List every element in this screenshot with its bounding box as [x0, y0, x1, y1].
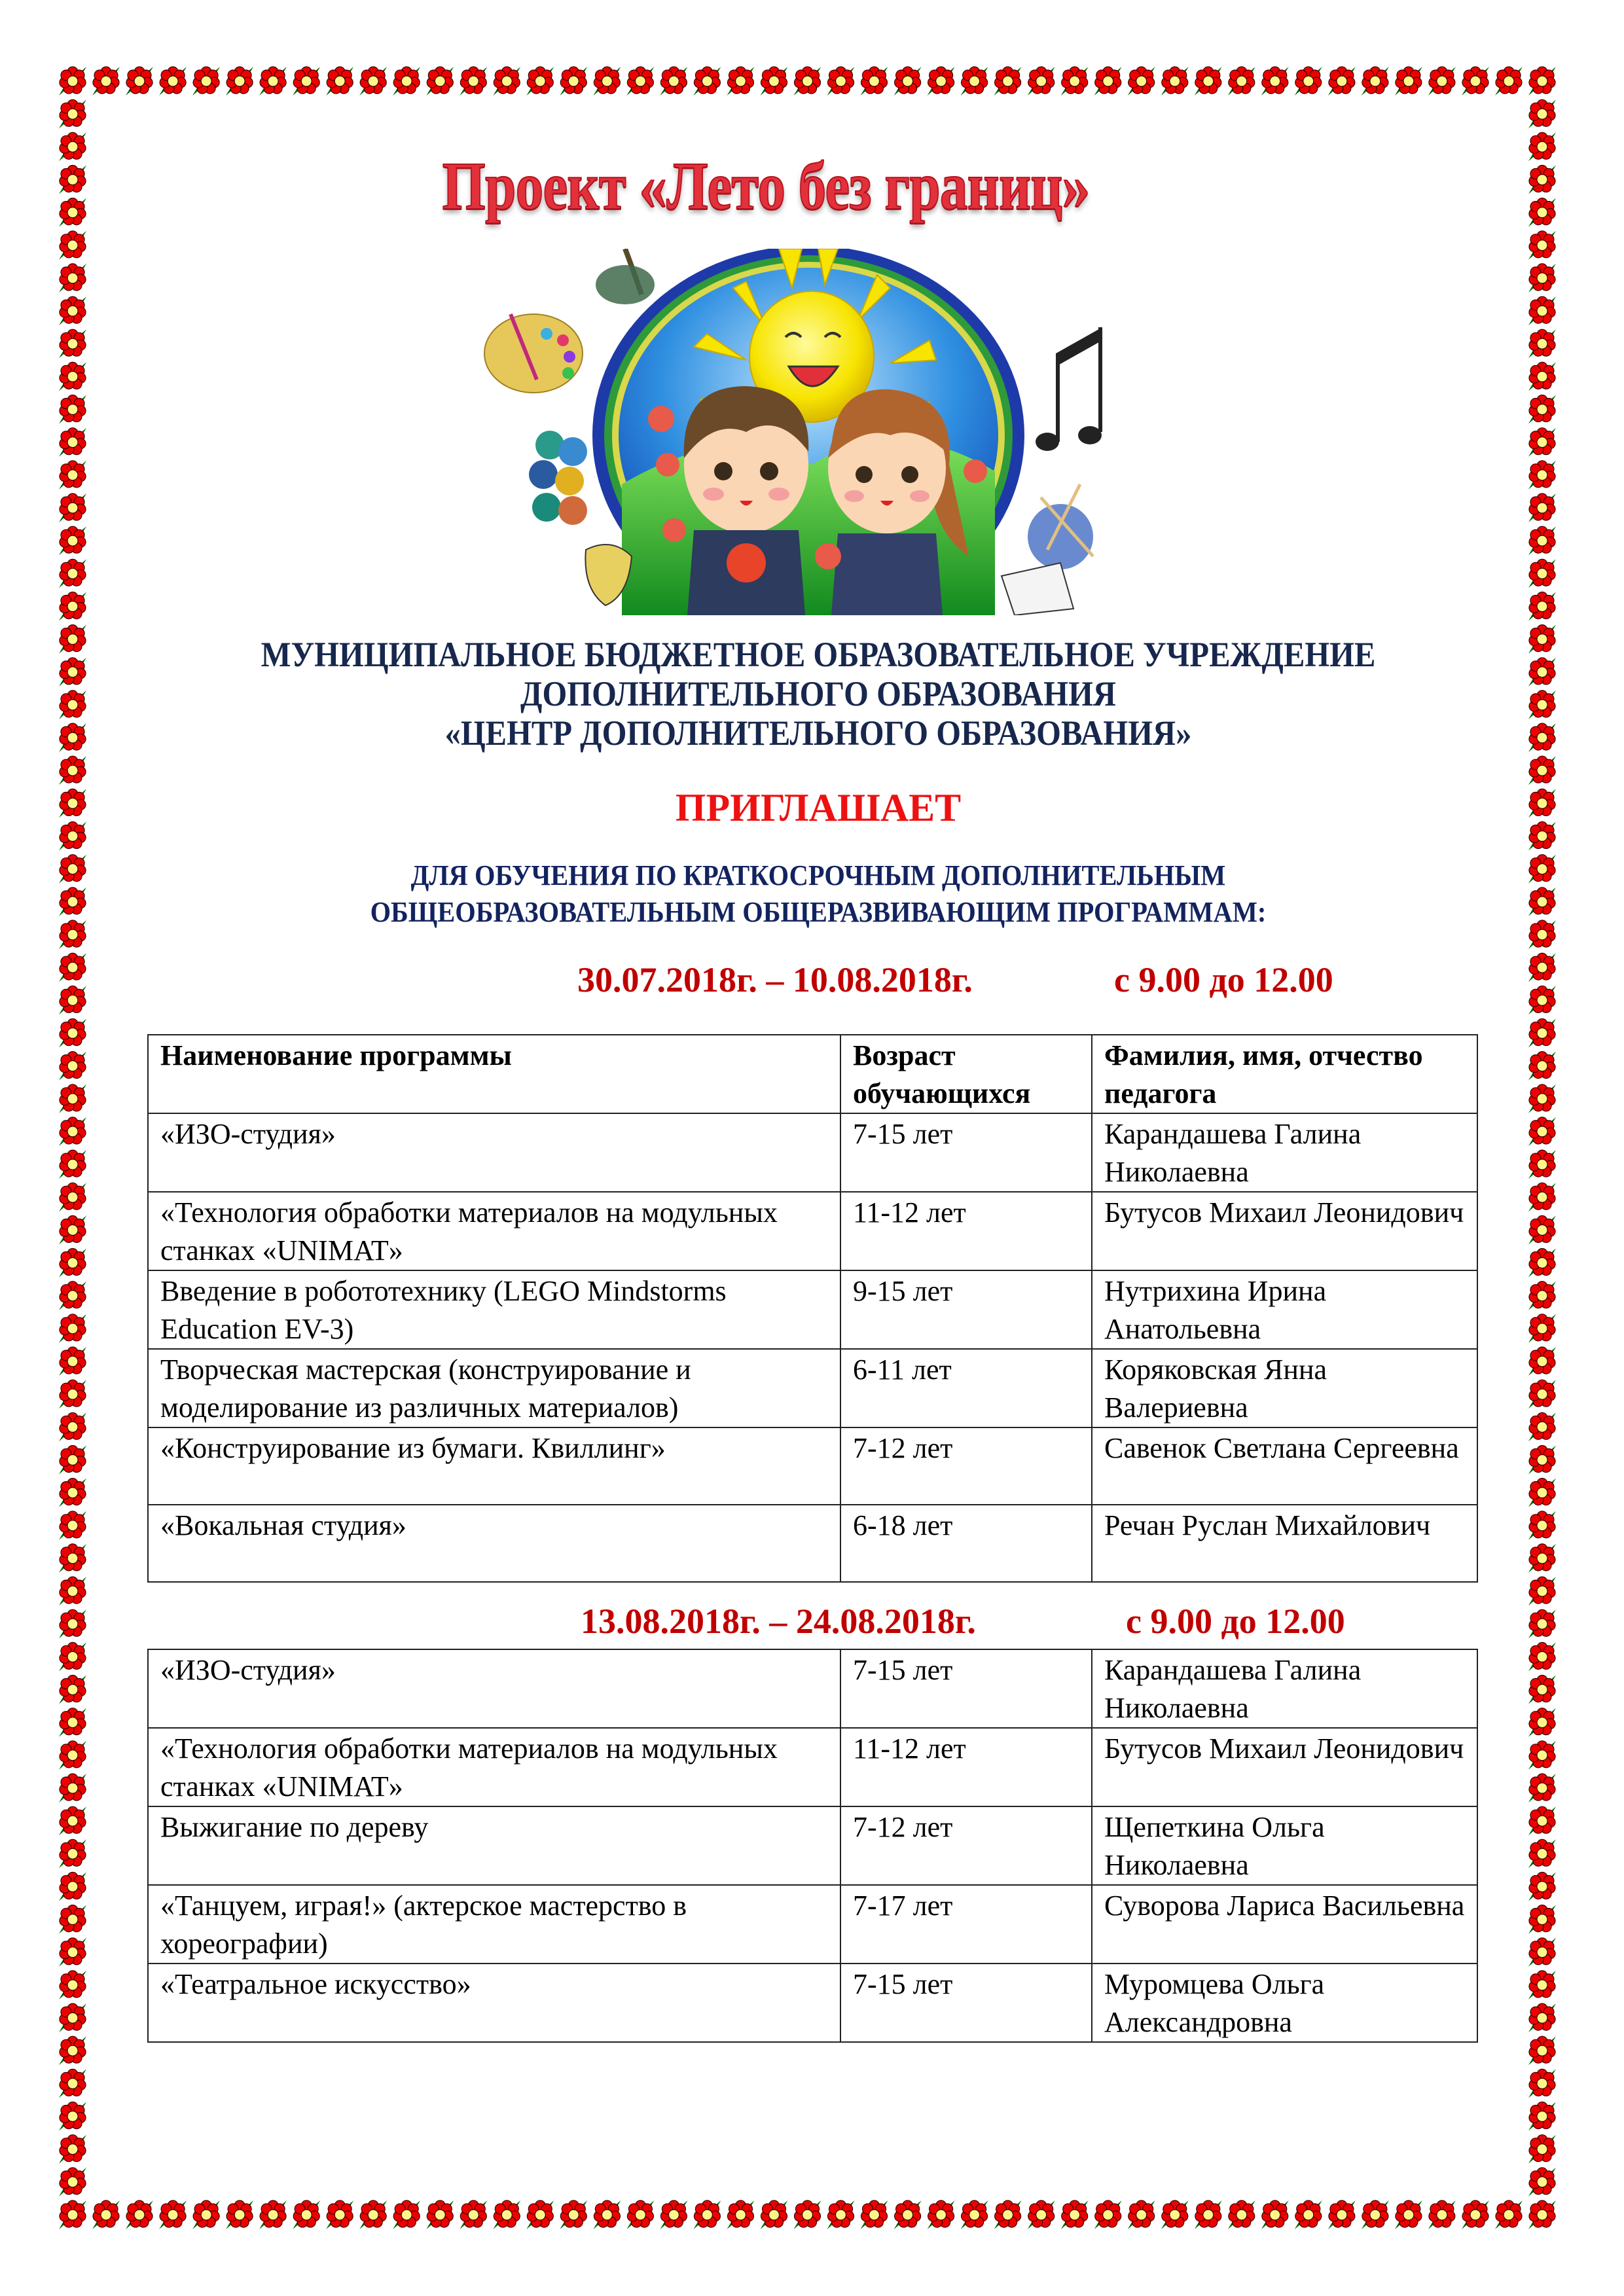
teacher-cell: Бутусов Михаил Леонидович: [1092, 1192, 1477, 1270]
flower-border-icon: [59, 395, 86, 424]
flower-border-icon: [59, 691, 86, 719]
teacher-cell: Нутрихина Ирина Анатольевна: [1092, 1270, 1477, 1349]
flower-border-icon: [1528, 395, 1556, 424]
flower-border-icon: [1362, 2200, 1389, 2229]
flower-border-icon: [1528, 756, 1556, 785]
flower-border-icon: [59, 1642, 86, 1671]
flower-border-icon: [1528, 1085, 1556, 1113]
flower-border-icon: [59, 1741, 86, 1770]
age-cell: 6-11 лет: [840, 1349, 1092, 1427]
flower-border-icon: [326, 2200, 353, 2229]
flower-border-icon: [59, 822, 86, 851]
flower-border-icon: [1061, 2200, 1089, 2229]
paint-palette-icon: [484, 314, 583, 393]
book-icon: [1001, 563, 1074, 615]
flower-border-icon: [59, 132, 86, 161]
flower-border-icon: [1528, 296, 1556, 325]
flower-border-icon: [1495, 67, 1523, 96]
teacher-cell: Савенок Светлана Сергеевна: [1092, 1427, 1477, 1505]
flower-border-icon: [961, 67, 988, 96]
flower-border-icon: [59, 1019, 86, 1048]
flower-border-icon: [59, 986, 86, 1014]
flower-border-icon: [59, 2168, 86, 2197]
flower-border-icon: [59, 658, 86, 687]
flower-border-icon: [59, 2003, 86, 2032]
organization-name: [98, 635, 1538, 753]
program-cell: «Технология обработки материалов на модульных станках «UNIMAT»: [148, 1728, 840, 1806]
flower-border-icon: [59, 264, 86, 293]
table-row: [148, 1192, 1477, 1270]
flower-border-icon: [59, 592, 86, 621]
program-cell: «ИЗО-студия»: [148, 1649, 840, 1728]
flower-border-icon: [1094, 2200, 1122, 2229]
flower-border-icon: [1528, 198, 1556, 227]
flower-border-icon: [259, 67, 287, 96]
flower-border-icon: [1161, 2200, 1189, 2229]
flower-border-icon: [59, 461, 86, 490]
flower-border-icon: [1528, 166, 1556, 194]
flower-border-icon: [1094, 67, 1122, 96]
flower-border-icon: [59, 1873, 86, 1901]
flower-border-icon: [59, 1150, 86, 1179]
table-row: [148, 1427, 1477, 1505]
flower-border-icon: [1528, 493, 1556, 522]
flower-border-icon: [1462, 67, 1489, 96]
teacher-cell: Карандашева Галина Николаевна: [1092, 1649, 1477, 1728]
flower-border-icon: [59, 493, 86, 522]
flower-border-icon: [59, 1839, 86, 1868]
flower-border-icon: [59, 625, 86, 654]
flower-border-icon: [326, 67, 353, 96]
flower-border-icon: [59, 953, 86, 982]
flower-border-icon: [1528, 1741, 1556, 1770]
page-title: Проект «Лето без границ»: [442, 149, 1090, 224]
flower-border-icon: [59, 231, 86, 260]
flower-border-icon: [293, 2200, 320, 2229]
age-cell: 7-15 лет: [840, 1964, 1092, 2042]
flower-border-icon: [59, 1085, 86, 1113]
age-cell: 7-12 лет: [840, 1427, 1092, 1505]
flower-border-icon: [59, 855, 86, 884]
flower-border-icon: [1528, 1676, 1556, 1704]
flower-border-icon: [59, 526, 86, 555]
flower-border-icon: [1528, 1380, 1556, 1408]
flower-border-icon: [426, 67, 454, 96]
table-row: [148, 1270, 1477, 1349]
flower-border-icon: [1528, 2069, 1556, 2098]
teacher-cell: Речан Руслан Михайлович: [1092, 1505, 1477, 1582]
flower-border-icon: [59, 1249, 86, 1278]
flower-border-icon: [192, 2200, 220, 2229]
table-row: [148, 1964, 1477, 2042]
flower-border-icon: [59, 1609, 86, 1638]
flower-border-icon: [59, 1479, 86, 1507]
programs-table-session-1: [147, 1034, 1478, 1583]
flower-border-icon: [59, 1347, 86, 1376]
flower-border-icon: [1195, 2200, 1222, 2229]
flower-border-icon: [59, 1708, 86, 1737]
flower-border-icon: [1528, 1183, 1556, 1211]
flower-border-icon: [1528, 1249, 1556, 1278]
session-1-dates: 30.07.2018г. – 10.08.2018г.: [577, 960, 973, 999]
flower-border-icon: [1528, 1347, 1556, 1376]
flower-border-icon: [560, 2200, 587, 2229]
flower-border-icon: [1528, 1609, 1556, 1638]
flower-border-icon: [1528, 1314, 1556, 1343]
flower-border-icon: [493, 67, 520, 96]
flower-border-icon: [1528, 1019, 1556, 1048]
flower-border-icon: [693, 2200, 721, 2229]
flower-border-icon: [1261, 67, 1289, 96]
program-cell: «Театральное искусство»: [148, 1964, 840, 2042]
flower-border-icon: [59, 296, 86, 325]
header-teacher: Фамилия, имя, отчество педагога: [1092, 1035, 1477, 1113]
flower-border-icon: [59, 789, 86, 817]
teacher-cell: Карандашева Галина Николаевна: [1092, 1113, 1477, 1192]
flower-border-icon: [1028, 2200, 1055, 2229]
flower-border-icon: [226, 67, 253, 96]
session-2-period: [581, 1601, 1432, 1647]
tree-icon: [596, 249, 655, 304]
flower-border-icon: [1528, 1446, 1556, 1475]
program-cell: «Танцуем, играя!» (актерское мастерство в хореографии): [148, 1885, 840, 1964]
flower-border-icon: [59, 2036, 86, 2065]
flower-border-icon: [1528, 559, 1556, 588]
flower-border-icon: [861, 2200, 888, 2229]
flower-border-icon: [59, 1806, 86, 1835]
flower-border-icon: [1061, 67, 1089, 96]
flower-border-icon: [59, 2102, 86, 2131]
header-program: Наименование программы: [148, 1035, 840, 1113]
flower-border-icon: [761, 67, 788, 96]
flower-border-icon: [693, 67, 721, 96]
purpose-text: [98, 857, 1538, 931]
session-2-dates: 13.08.2018г. – 24.08.2018г.: [581, 1602, 976, 1641]
summer-emblem-illustration: [471, 249, 1146, 615]
flower-border-icon: [1528, 1544, 1556, 1573]
flower-border-icon: [1528, 329, 1556, 358]
flower-border-icon: [59, 1380, 86, 1408]
flower-border-icon: [59, 1511, 86, 1540]
flower-border-icon: [59, 1412, 86, 1441]
table-row: [148, 1885, 1477, 1964]
flower-border-icon: [359, 67, 387, 96]
flower-border-icon: [1128, 2200, 1155, 2229]
flower-border-icon: [1528, 231, 1556, 260]
flower-border-icon: [59, 1446, 86, 1475]
table-row: [148, 1728, 1477, 1806]
age-cell: 6-18 лет: [840, 1505, 1092, 1582]
flower-border-icon: [593, 2200, 621, 2229]
organization-line: МУНИЦИПАЛЬНОЕ БЮДЖЕТНОЕ ОБРАЗОВАТЕЛЬНОЕ УЧРЕЖДЕНИЕ: [261, 635, 1376, 674]
flower-border-icon: [92, 67, 120, 96]
flower-border-icon: [59, 2200, 86, 2229]
flower-border-icon: [393, 67, 420, 96]
flower-border-icon: [1161, 67, 1189, 96]
flower-border-icon: [861, 67, 888, 96]
program-cell: Введение в робототехнику (LEGO Mindstorms Education EV-3): [148, 1270, 840, 1349]
flower-border-icon: [1428, 2200, 1456, 2229]
flower-border-icon: [928, 2200, 955, 2229]
flower-border-icon: [1528, 592, 1556, 621]
flower-border-icon: [59, 1774, 86, 1803]
flower-border-icon: [1528, 1052, 1556, 1081]
flower-border-icon: [159, 67, 187, 96]
program-cell: «Вокальная студия»: [148, 1505, 840, 1582]
flower-border-icon: [1528, 428, 1556, 457]
flower-border-icon: [226, 2200, 253, 2229]
flower-border-icon: [1528, 1905, 1556, 1934]
flower-border-icon: [59, 1314, 86, 1343]
teacher-cell: Щепеткина Ольга Николаевна: [1092, 1806, 1477, 1885]
teacher-cell: Суворова Лариса Васильевна: [1092, 1885, 1477, 1964]
age-cell: 9-15 лет: [840, 1270, 1092, 1349]
flower-border-icon: [460, 2200, 487, 2229]
age-cell: 7-17 лет: [840, 1885, 1092, 1964]
program-cell: «Технология обработки материалов на модульных станках «UNIMAT»: [148, 1192, 840, 1270]
program-cell: Выжигание по дереву: [148, 1806, 840, 1885]
teacher-cell: Коряковская Янна Валериевна: [1092, 1349, 1477, 1427]
age-cell: 7-15 лет: [840, 1113, 1092, 1192]
flower-border-icon: [526, 2200, 554, 2229]
flower-border-icon: [259, 2200, 287, 2229]
flower-border-icon: [1528, 1774, 1556, 1803]
flower-border-icon: [1528, 99, 1556, 128]
flower-border-icon: [59, 920, 86, 949]
flower-border-icon: [1528, 526, 1556, 555]
flower-border-icon: [626, 67, 654, 96]
flower-border-icon: [59, 329, 86, 358]
flower-border-icon: [1528, 1642, 1556, 1671]
flower-border-icon: [1028, 67, 1055, 96]
flower-border-icon: [1462, 2200, 1489, 2229]
boy-icon: [684, 386, 808, 615]
session-2-time: с 9.00 до 12.00: [1126, 1602, 1345, 1641]
flower-border-icon: [1328, 2200, 1356, 2229]
flower-border-icon: [1528, 1479, 1556, 1507]
flower-border-icon: [1528, 1971, 1556, 2000]
header-age: Возраст обучающихся: [840, 1035, 1092, 1113]
flower-border-icon: [92, 2200, 120, 2229]
table-row: [148, 1505, 1477, 1582]
flower-border-icon: [994, 2200, 1022, 2229]
flower-border-icon: [126, 67, 153, 96]
flower-border-icon: [827, 67, 855, 96]
flower-border-icon: [1528, 2135, 1556, 2164]
flower-border-icon: [59, 1282, 86, 1310]
flower-border-icon: [59, 2069, 86, 2098]
flower-border-icon: [1528, 2168, 1556, 2197]
teacher-cell: Бутусов Михаил Леонидович: [1092, 1728, 1477, 1806]
flower-border-icon: [1528, 2102, 1556, 2131]
flower-border-icon: [59, 888, 86, 916]
flower-border-icon: [1528, 2003, 1556, 2032]
flower-border-icon: [660, 2200, 687, 2229]
flower-border-icon: [1428, 67, 1456, 96]
flower-border-icon: [59, 1544, 86, 1573]
flower-border-icon: [1528, 1150, 1556, 1179]
flower-border-icon: [1528, 362, 1556, 391]
flower-border-icon: [1528, 1873, 1556, 1901]
session-1-time: с 9.00 до 12.00: [1114, 960, 1333, 999]
music-notes-icon: [1036, 327, 1102, 451]
flower-border-icon: [1528, 1282, 1556, 1310]
flower-border-icon: [827, 2200, 855, 2229]
flower-border-icon: [59, 723, 86, 752]
flower-border-icon: [426, 2200, 454, 2229]
flower-border-icon: [1362, 67, 1389, 96]
programs-table-session-2: [147, 1649, 1478, 2043]
flower-border-icon: [1295, 67, 1322, 96]
flower-border-icon: [1528, 1806, 1556, 1835]
flower-border-icon: [727, 67, 755, 96]
flower-border-icon: [460, 67, 487, 96]
age-cell: 11-12 лет: [840, 1728, 1092, 1806]
flower-border-icon: [1495, 2200, 1523, 2229]
flower-border-icon: [1528, 2200, 1556, 2229]
flower-border-icon: [1528, 986, 1556, 1014]
flower-border-icon: [1295, 2200, 1322, 2229]
flower-border-icon: [493, 2200, 520, 2229]
flower-border-icon: [1528, 2036, 1556, 2065]
flower-border-icon: [660, 67, 687, 96]
flower-border-icon: [894, 2200, 922, 2229]
flower-border-icon: [59, 2135, 86, 2164]
program-cell: Творческая мастерская (конструирование и моделирование из различных материалов): [148, 1349, 840, 1427]
organization-line: ДОПОЛНИТЕЛЬНОГО ОБРАЗОВАНИЯ: [520, 674, 1116, 713]
table-row: [148, 1806, 1477, 1885]
table-header-row: [148, 1035, 1477, 1113]
flower-border-icon: [192, 67, 220, 96]
flower-border-icon: [59, 756, 86, 785]
flower-border-icon: [1395, 2200, 1422, 2229]
flower-border-icon: [1528, 1215, 1556, 1244]
invite-heading: ПРИГЛАШАЕТ: [675, 786, 962, 829]
flower-border-icon: [359, 2200, 387, 2229]
flower-border-icon: [928, 67, 955, 96]
age-cell: 11-12 лет: [840, 1192, 1092, 1270]
flower-border-icon: [1261, 2200, 1289, 2229]
flower-border-icon: [59, 362, 86, 391]
table-row: [148, 1349, 1477, 1427]
flower-border-icon: [994, 67, 1022, 96]
organization-line: «ЦЕНТР ДОПОЛНИТЕЛЬНОГО ОБРАЗОВАНИЯ»: [444, 713, 1192, 753]
flower-border-icon: [1528, 1839, 1556, 1868]
program-cell: «Конструирование из бумаги. Квиллинг»: [148, 1427, 840, 1505]
flower-border-icon: [59, 1938, 86, 1967]
flower-border-icon: [1528, 264, 1556, 293]
flower-border-icon: [1528, 1708, 1556, 1737]
flower-border-icon: [393, 2200, 420, 2229]
flower-border-icon: [59, 1905, 86, 1934]
flower-border-icon: [1128, 67, 1155, 96]
flower-border-icon: [1528, 1511, 1556, 1540]
flower-border-icon: [293, 67, 320, 96]
program-cell: «ИЗО-студия»: [148, 1113, 840, 1192]
flower-border-icon: [1228, 67, 1255, 96]
flower-border-icon: [1528, 132, 1556, 161]
flower-border-icon: [59, 166, 86, 194]
beads-icon: [529, 431, 587, 525]
flower-border-icon: [59, 1971, 86, 2000]
purpose-line: ОБЩЕОБРАЗОВАТЕЛЬНЫМ ОБЩЕРАЗВИВАЮЩИМ ПРОГРАММАМ:: [370, 896, 1267, 928]
flower-border-icon: [59, 99, 86, 128]
flower-border-icon: [59, 198, 86, 227]
session-1-period: [577, 960, 1428, 1005]
flower-border-icon: [59, 1577, 86, 1605]
flower-border-icon: [159, 2200, 187, 2229]
table-row: [148, 1649, 1477, 1728]
flower-border-icon: [761, 2200, 788, 2229]
flower-border-icon: [59, 559, 86, 588]
flower-border-icon: [526, 67, 554, 96]
flower-border-icon: [1528, 1117, 1556, 1146]
flower-border-icon: [59, 1052, 86, 1081]
flower-border-icon: [1328, 67, 1356, 96]
flower-border-icon: [59, 1215, 86, 1244]
purpose-line: ДЛЯ ОБУЧЕНИЯ ПО КРАТКОСРОЧНЫМ ДОПОЛНИТЕЛЬНЫМ: [410, 859, 1226, 891]
flower-border-icon: [626, 2200, 654, 2229]
flower-border-icon: [794, 67, 821, 96]
flower-border-icon: [560, 67, 587, 96]
table-row: [148, 1113, 1477, 1192]
teacher-cell: Муромцева Ольга Александровна: [1092, 1964, 1477, 2042]
flower-border-icon: [794, 2200, 821, 2229]
flower-border-icon: [1528, 1412, 1556, 1441]
flower-border-icon: [593, 67, 621, 96]
flower-border-icon: [59, 1117, 86, 1146]
flower-border-icon: [1528, 1577, 1556, 1605]
flower-border-icon: [1528, 1938, 1556, 1967]
flower-border-icon: [59, 428, 86, 457]
flower-border-icon: [59, 1183, 86, 1211]
age-cell: 7-15 лет: [840, 1649, 1092, 1728]
flower-border-icon: [126, 2200, 153, 2229]
flower-border-icon: [59, 67, 86, 96]
flower-border-icon: [727, 2200, 755, 2229]
flower-border-icon: [1195, 67, 1222, 96]
flower-border-icon: [1228, 2200, 1255, 2229]
flower-border-icon: [1528, 953, 1556, 982]
flower-border-icon: [1395, 67, 1422, 96]
flower-border-icon: [1528, 461, 1556, 490]
flower-border-icon: [59, 1676, 86, 1704]
age-cell: 7-12 лет: [840, 1806, 1092, 1885]
flower-border-icon: [894, 67, 922, 96]
flower-border-icon: [1528, 67, 1556, 96]
flower-border-icon: [961, 2200, 988, 2229]
yarn-ball-icon: [1028, 484, 1093, 569]
